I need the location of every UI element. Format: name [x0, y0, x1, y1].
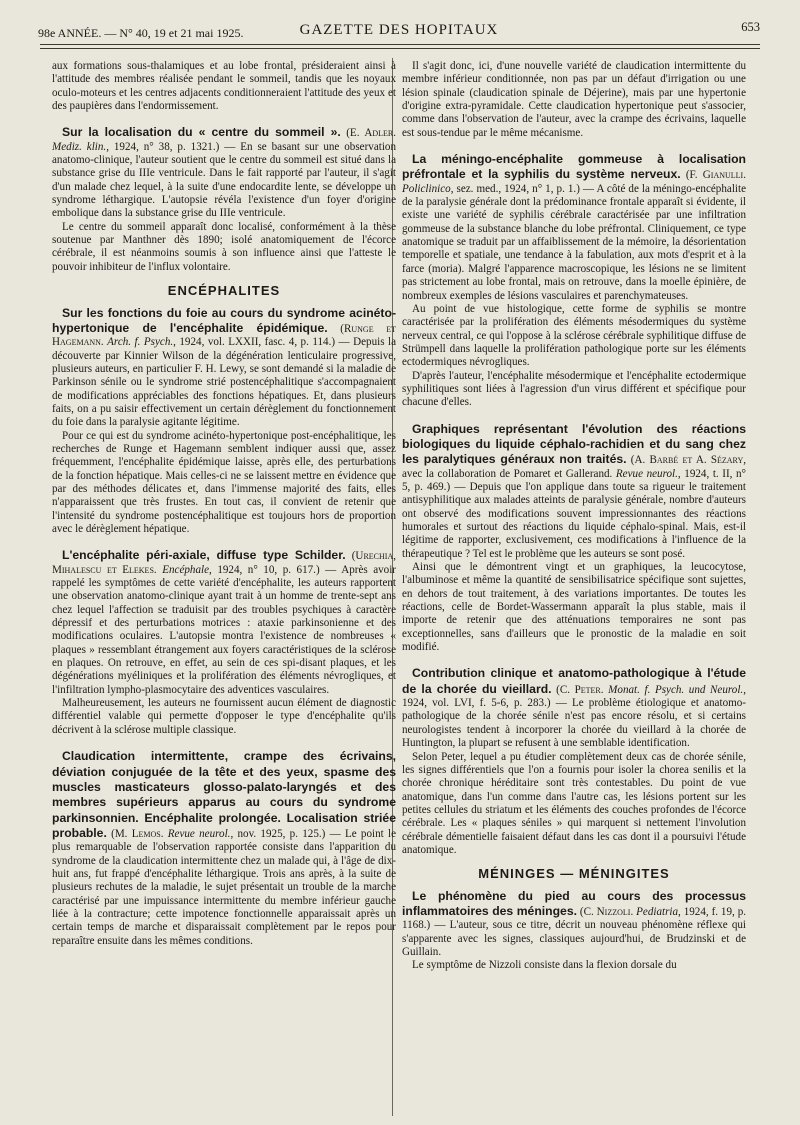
header-rule — [40, 44, 760, 45]
article-ref: , 1924, vol. LVI, f. 5-6, p. 283.) — — [402, 683, 746, 710]
article-title: Sur la localisation du « centre du sommeil ». — [62, 125, 341, 140]
article-graphs — [402, 422, 746, 655]
article-body: Le symptôme de Nizzoli consiste dans la flexion dorsale du — [412, 959, 677, 972]
article-author: (E. Adler. — [346, 127, 396, 140]
article-source: Revue neurol. — [615, 467, 678, 480]
article-author: (Urechia, Mihalescu et Elekes. — [52, 550, 396, 576]
article-title: L'encéphalite péri-axiale, diffuse type Schilder. — [62, 548, 346, 563]
article-body: Depuis la découverte par Kinnier Wilson de la dégénération lenticulaire progressive, plusieurs auteurs, en particulier F. H. Lewy, se sont demandé si la maladie de Parkinson sénile ou le syndrome strié postencéphalitique s'accompagnaient de modifications appréciables des fonctions hépatiques. Et, dans plusieurs faits, on a pu saisir effectivement un certain dérèglement du fonctionnement du foie dans la paralysie agitante légitime. — [52, 336, 396, 429]
article-body: D'après l'auteur, l'encéphalite mésodermique et l'encéphalite ectodermique syphilitiques sont liées à l'agression d'un virus différent et spécifique pour chacune d'elles. — [402, 369, 746, 409]
article-title: Le phénomène du pied au cours des processus inflammatoires des méninges. — [402, 888, 746, 918]
article-body: Le problème étiologique et anatomo-pathologique de la chorée sénile n'est pas encore résolu, et si certains neurologistes tendent à incorporer la chorée du vieillard à la chorée de Huntington, la plupart se refusent à une semblable identification. — [402, 697, 746, 750]
article-ref: , sez. med., 1924, n° 1, p. 1.) — — [450, 182, 595, 195]
article-body: Malheureusement, les auteurs ne fournissent aucun élément de diagnostic différentiel valable qui permette d'opposer le type d'encéphalite qu'ils décrivent à la sclérose multiple classique. — [52, 697, 396, 736]
article-author: (C. Nizzoli. — [579, 905, 634, 918]
article-source: Encéphale — [162, 563, 210, 576]
section-heading: ENCÉPHALITES — [167, 283, 281, 299]
section-heading: MÉNINGES — MÉNINGITES — [478, 866, 670, 882]
article-body: En se basant sur une observation anatomo-clinique, l'auteur soutient que le centre du sommeil est situé dans la substance grise du IIIe ventricule. Dans le fait rapporté par l'auteur, il s'agit d'un malade chez lequel, à la suite d'une endocardite lente, se développe un syndrome léthargique. L'autopsie révéla l'existence d'un foyer d'origine embolique dans la substance grise du IIIe ventricule. — [52, 140, 397, 220]
article-source: Policlinico — [402, 182, 451, 195]
article-meningo-encephalitis — [402, 152, 746, 410]
article-body: Au point de vue histologique, cette forme de syphilis se montre caractérisée par la prolifération des éléments mésodermiques du système nerveux central, ce qui l'oppose à la sclérose cérébrale syphilitique diffuse de Strümpell dans laquelle la prolifération pathologique porte sur les éléments ectodermiques névrogliques. — [402, 302, 746, 369]
article-body: Selon Peter, lequel a pu étudier complètement deux cas de chorée sénile, les signes différentiels que l'on a fournis pour isoler la chorea senilis et la chorée chronique héréditaire sont très contestables. Du point de vue anatomique, dans l'un comme dans l'autre cas, les lésions portent sur les petites cellules du striatum et les éléments des couches profondes de l'écorce cérébrale. Les « plaques séniles » qui marquent si nettement l'involution cérébrale démentielle faisaient défaut dans les cas dont il a poursuivi l'étude anatomique. — [402, 750, 746, 856]
article-source: Pediatria — [636, 905, 679, 918]
article-ref: , 1924, t. II, n° 5, p. 469.) — — [402, 467, 746, 493]
article-body: Pour ce qui est du syndrome acinéto-hypertonique post-encéphalitique, les recherches de Runge et Hagemann semblent indiquer aussi que, assez fréquemment, l'encéphalite épidémique laisse, après elle, des perturbations de la fonction hépatique. Mais celles-ci ne se laissent mettre en évidence que par des méthodes délicates et, dans l'immense majorité des faits, elles n'apparaissent que très frustes. En tout cas, il convient de retenir que l'intensité du syndrome postencéphalitique est toujours hors de proportion avec le dérèglement hépatique. — [52, 429, 396, 535]
article-ref: , 1924, vol. LXXII, fasc. 4, p. 114.) — — [173, 336, 350, 349]
article-body: Depuis que l'on applique dans toute sa rigueur le traitement antisyphilitique aux malades atteints de paralysie générale, nombre d'auteurs ont observé des modifications souvent impressionnantes des réactions humorales et surtout des réactions du liquide céphalo-spinal. Mais, est-il légitime de rapporter, exclusivement, ces modifications à l'influence de la thérapeutique ? Tel est le problème que les auteurs se sont posé. — [402, 480, 746, 560]
left-column — [52, 60, 396, 948]
article-body: Ainsi que le démontrent vingt et un graphiques, la leucocytose, l'albuminose et même la quantité de sensibilisatrice spécifique sont sujettes, en dehors de tout traitement, à des variations importantes. De toutes les réactions, celle de Bordet-Wassermann apparaît la plus stable, mais il importe de retenir que des atténuations temporaires ne sont pas exceptionnelles, sans d'ailleurs que le pronostic de la maladie en soit modifié. — [402, 561, 746, 654]
article-ref: , nov. 1925, p. 125.) — — [230, 827, 341, 840]
continued-paragraph: Il s'agit donc, ici, d'une nouvelle variété de claudication intermittente du membre inférieur conditionnée, non pas par un défaut d'irrigation ou une lésion spinale (claudication spinale de Déjerine), mais par une hypertonie d'origine extra-pyramidale. Cette claudication hypertonique peut s'associer, comme dans l'observation de l'auteur, avec la crampe des écrivains, laquelle est sous-tendue par le même mécanisme. — [402, 60, 746, 139]
article-sleep-center — [52, 125, 396, 274]
article-body: Après avoir rappelé les symptômes de cette variété d'encéphalite, les auteurs rapportent une observation anatomo-clinique ayant trait à un homme de trente-sept ans chez lequel l'affection se traduisit par des troubles psychiques à caractère dépressif et des perturbations motrices : ataxie parkinsonienne et des modifications oculaires. L'autopsie montra l'existence de nombreuses « plaques » ressemblant étrangement aux foyers caractéristiques de la sclérose en plaques. On retrouve, en effet, au sein de ces spi-disant plaques, et les dégénérations myéliniques et la prolifération des éléments névrogliques, et l'infiltration lympho-plasmocytaire des adventices vasculaires. — [52, 563, 396, 696]
article-author: (M. Lemos. — [111, 827, 164, 840]
article-ref: , 1924, n° 10, p. 617.) — — [209, 563, 337, 576]
article-title: La méningo-encéphalite gommeuse à localisation préfrontale et la syphilis du système nerveux. — [402, 152, 746, 182]
article-claudication — [52, 749, 396, 948]
continued-paragraph: aux formations sous-thalamiques et au lobe frontal, présideraient ainsi à l'attitude des membres réalisée pendant le sommeil, tandis que les noyaux oculo-moteurs et les centres adjacents conditionneraient l'attitude des yeux et des paupières dans l'endormissement. — [52, 60, 396, 113]
article-author: (F. Gianulli. — [685, 169, 746, 182]
journal-title: GAZETTE DES HOPITAUX — [299, 22, 499, 38]
page-number: 653 — [741, 20, 760, 34]
article-title: Claudication intermittente, crampe des écrivains, déviation conjuguée de la tête et des yeux, spasme des muscles masticateurs glosso-palato-laryngés et des membres supérieurs apparus au cours du syndrome parkinsonnien. Encéphalite prolongée. Localisation striée probable. — [52, 749, 396, 840]
article-ref: , 1924, f. 19, p. 1168.) — — [402, 905, 747, 932]
article-body: Le point le plus remarquable de l'observation rapportée consiste dans l'apparition du syndrome de la claudication intermittente chez un malade qui, à l'âge de dix-huit ans, fut frappé d'encéphalite léthargique. Trois ans après, à la suite de plusieurs rechutes de la maladie, le sujet présentait un trouble de la marche caractérisé par une impuissance intermittente du membre inférieur gauche liée à la contracture; cette impotence fonctionnelle apparaissait après un certain temps de marche et disparaissait complètement par le repos pour reparaître ensuite dans les mêmes conditions. — [52, 827, 396, 947]
article-body: Le centre du sommeil apparaît donc localisé, conformément à la thèse soutenue par Manthner dès 1890; isolé anatomiquement de l'écorce cérébrale, il est néanmoins soumis à son influence ainsi que l'atteste le pouvoir inhibiteur de l'influx volontaire. — [52, 220, 396, 273]
article-liver-function — [52, 306, 396, 537]
article-source: Mediz. klin. — [52, 140, 107, 153]
article-title: Sur les fonctions du foie au cours du syndrome acinéto-hypertonique de l'encéphalite épidémique. — [52, 305, 396, 335]
article-title: Graphiques représentant l'évolution des réactions biologiques du liquide céphalo-rachidien et du sang chez les paralytiques généraux non traités. — [402, 421, 746, 467]
article-source: Monat. f. Psych. und Neurol. — [608, 683, 744, 696]
article-schilder — [52, 548, 396, 737]
right-column — [402, 60, 746, 973]
article-source: Arch. f. Psych. — [107, 336, 174, 349]
article-body: A côté de la méningo-encéphalite de la paralysie générale dont la prédominance frontale apparaît si évidente, il existe une variété de syphilis cérébrale caractérisée par une infiltration gommeuse de la substance blanche du lobe préfrontal. Cliniquement, ce type anatomique se traduit par un affaiblissement de la mémoire, la désorientation temporelle et spatiale, une tendance à la fabulation, aux mots d'esprit et à la farce (moria). Malgré l'apparence macroscopique, les lésions ne se limitent pas strictement au lobe frontal, mais on retrouve, dans la moelle épinière, de nombreux exemples de lésions vasculaires et parenchymateuses. — [402, 182, 746, 302]
article-body: L'auteur, sous ce titre, décrit un nouveau phénomène réflexe qui s'apparente avec les signes, classiques aujourd'hui, de Brudzinski et de Guillain. — [402, 919, 746, 958]
article-author: (C. Peter. — [556, 683, 604, 696]
article-author: (Runge et Hagemann. — [52, 322, 396, 349]
issue-info: 98e ANNÉE. — N° 40, 19 et 21 mai 1925. — [38, 26, 244, 40]
article-title: Contribution clinique et anatomo-pathologique à l'étude de la chorée du vieillard. — [402, 666, 746, 696]
article-author: (A. Barbé et A. Sézary, — [630, 454, 747, 467]
article-source: Revue neurol. — [167, 827, 231, 840]
header-rule-double — [40, 48, 760, 49]
article-collaboration: avec la collaboration de Pomaret et Gallerand. — [402, 467, 613, 480]
article-foot-phenomenon — [402, 889, 746, 973]
article-senile-chorea — [402, 666, 746, 857]
article-ref: , 1924, n° 38, p. 1321.) — — [106, 140, 236, 153]
